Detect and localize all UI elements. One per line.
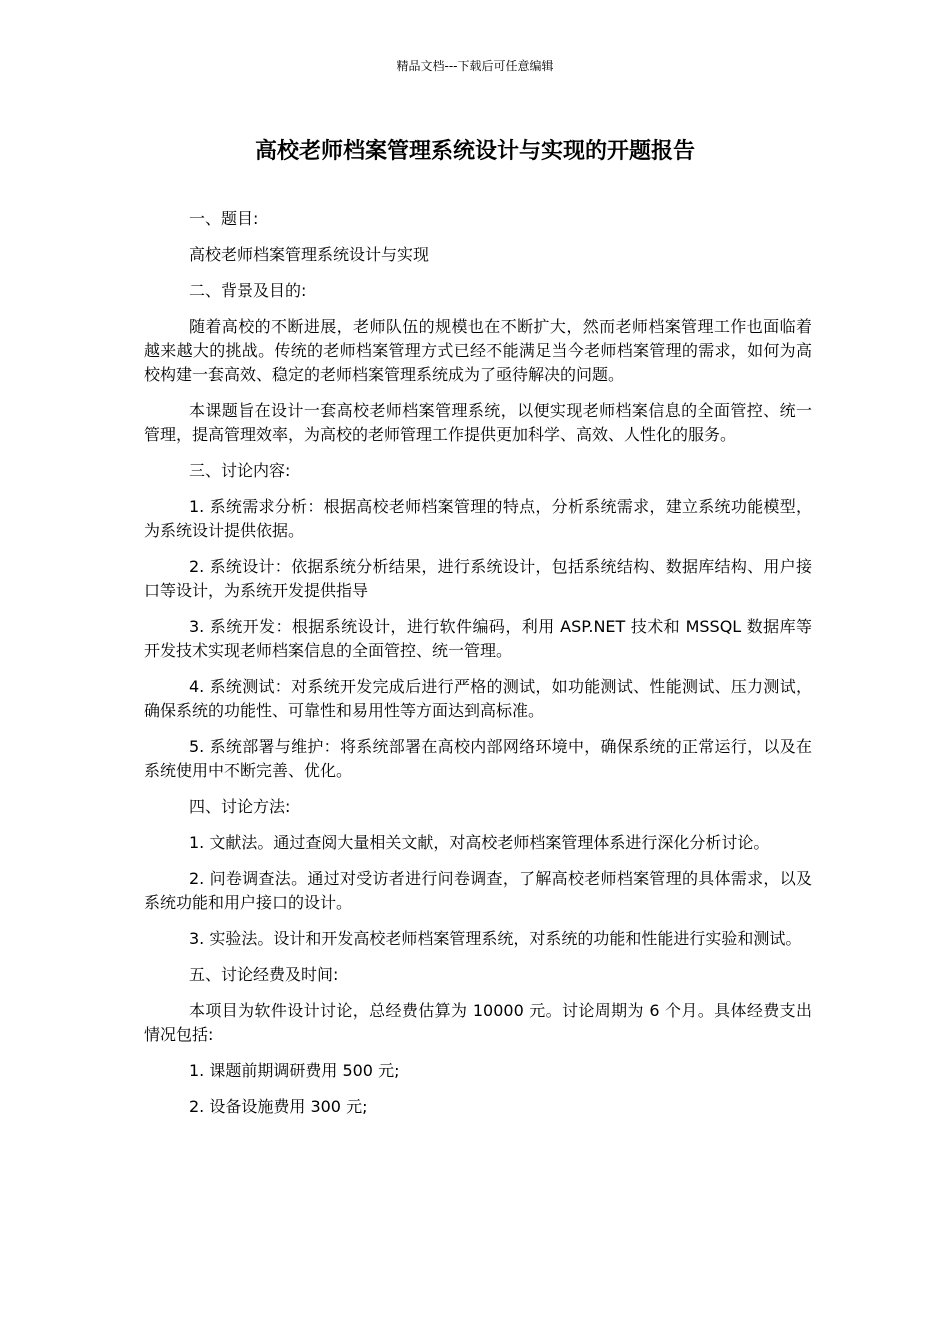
content-item: 3. 系统开发：根据系统设计，进行软件编码，利用 ASP.NET 技术和 MSSQL 数据库等开发技术实现老师档案信息的全面管控、统一管理。	[144, 617, 812, 660]
method-item: 1. 文献法。通过查阅大量相关文献，对高校老师档案管理体系进行深化分析讨论。	[189, 833, 770, 852]
section-heading-content: 三、讨论内容:	[189, 461, 291, 480]
document-body	[144, 207, 812, 1131]
section-heading-method: 四、讨论方法:	[189, 797, 291, 816]
topic-text: 高校老师档案管理系统设计与实现	[189, 245, 430, 264]
page-header-note: 精品文档---下载后可任意编辑	[396, 59, 554, 73]
section-heading-background: 二、背景及目的:	[189, 281, 307, 300]
budget-item: 1. 课题前期调研费用 500 元;	[189, 1061, 400, 1080]
document-title: 高校老师档案管理系统设计与实现的开题报告	[254, 139, 695, 164]
method-item: 3. 实验法。设计和开发高校老师档案管理系统，对系统的功能和性能进行实验和测试。	[189, 929, 802, 948]
content-item: 1. 系统需求分析：根据高校老师档案管理的特点，分析系统需求，建立系统功能模型，为系统设计提供依据。	[144, 497, 812, 540]
section-heading-topic: 一、题目:	[189, 209, 259, 228]
section-heading-budget: 五、讨论经费及时间:	[189, 965, 339, 984]
budget-item: 2. 设备设施费用 300 元;	[189, 1097, 368, 1116]
budget-paragraph: 本项目为软件设计讨论，总经费估算为 10000 元。讨论周期为 6 个月。具体经费支出情况包括:	[144, 1001, 812, 1044]
content-item: 5. 系统部署与维护：将系统部署在高校内部网络环境中，确保系统的正常运行，以及在系统使用中不断完善、优化。	[144, 737, 812, 780]
content-item: 4. 系统测试：对系统开发完成后进行严格的测试，如功能测试、性能测试、压力测试，确保系统的功能性、可靠性和易用性等方面达到高标准。	[144, 677, 812, 720]
purpose-paragraph: 本课题旨在设计一套高校老师档案管理系统，以便实现老师档案信息的全面管控、统一管理，提高管理效率，为高校的老师管理工作提供更加科学、高效、人性化的服务。	[144, 401, 812, 444]
method-item: 2. 问卷调查法。通过对受访者进行问卷调查，了解高校老师档案管理的具体需求，以及系统功能和用户接口的设计。	[144, 869, 812, 912]
content-item: 2. 系统设计：依据系统分析结果，进行系统设计，包括系统结构、数据库结构、用户接口等设计，为系统开发提供指导	[144, 557, 812, 600]
background-paragraph: 随着高校的不断进展，老师队伍的规模也在不断扩大，然而老师档案管理工作也面临着越来越大的挑战。传统的老师档案管理方式已经不能满足当今老师档案管理的需求，如何为高校构建一套高效、稳定的老师档案管理系统成为了亟待解决的问题。	[144, 317, 812, 384]
